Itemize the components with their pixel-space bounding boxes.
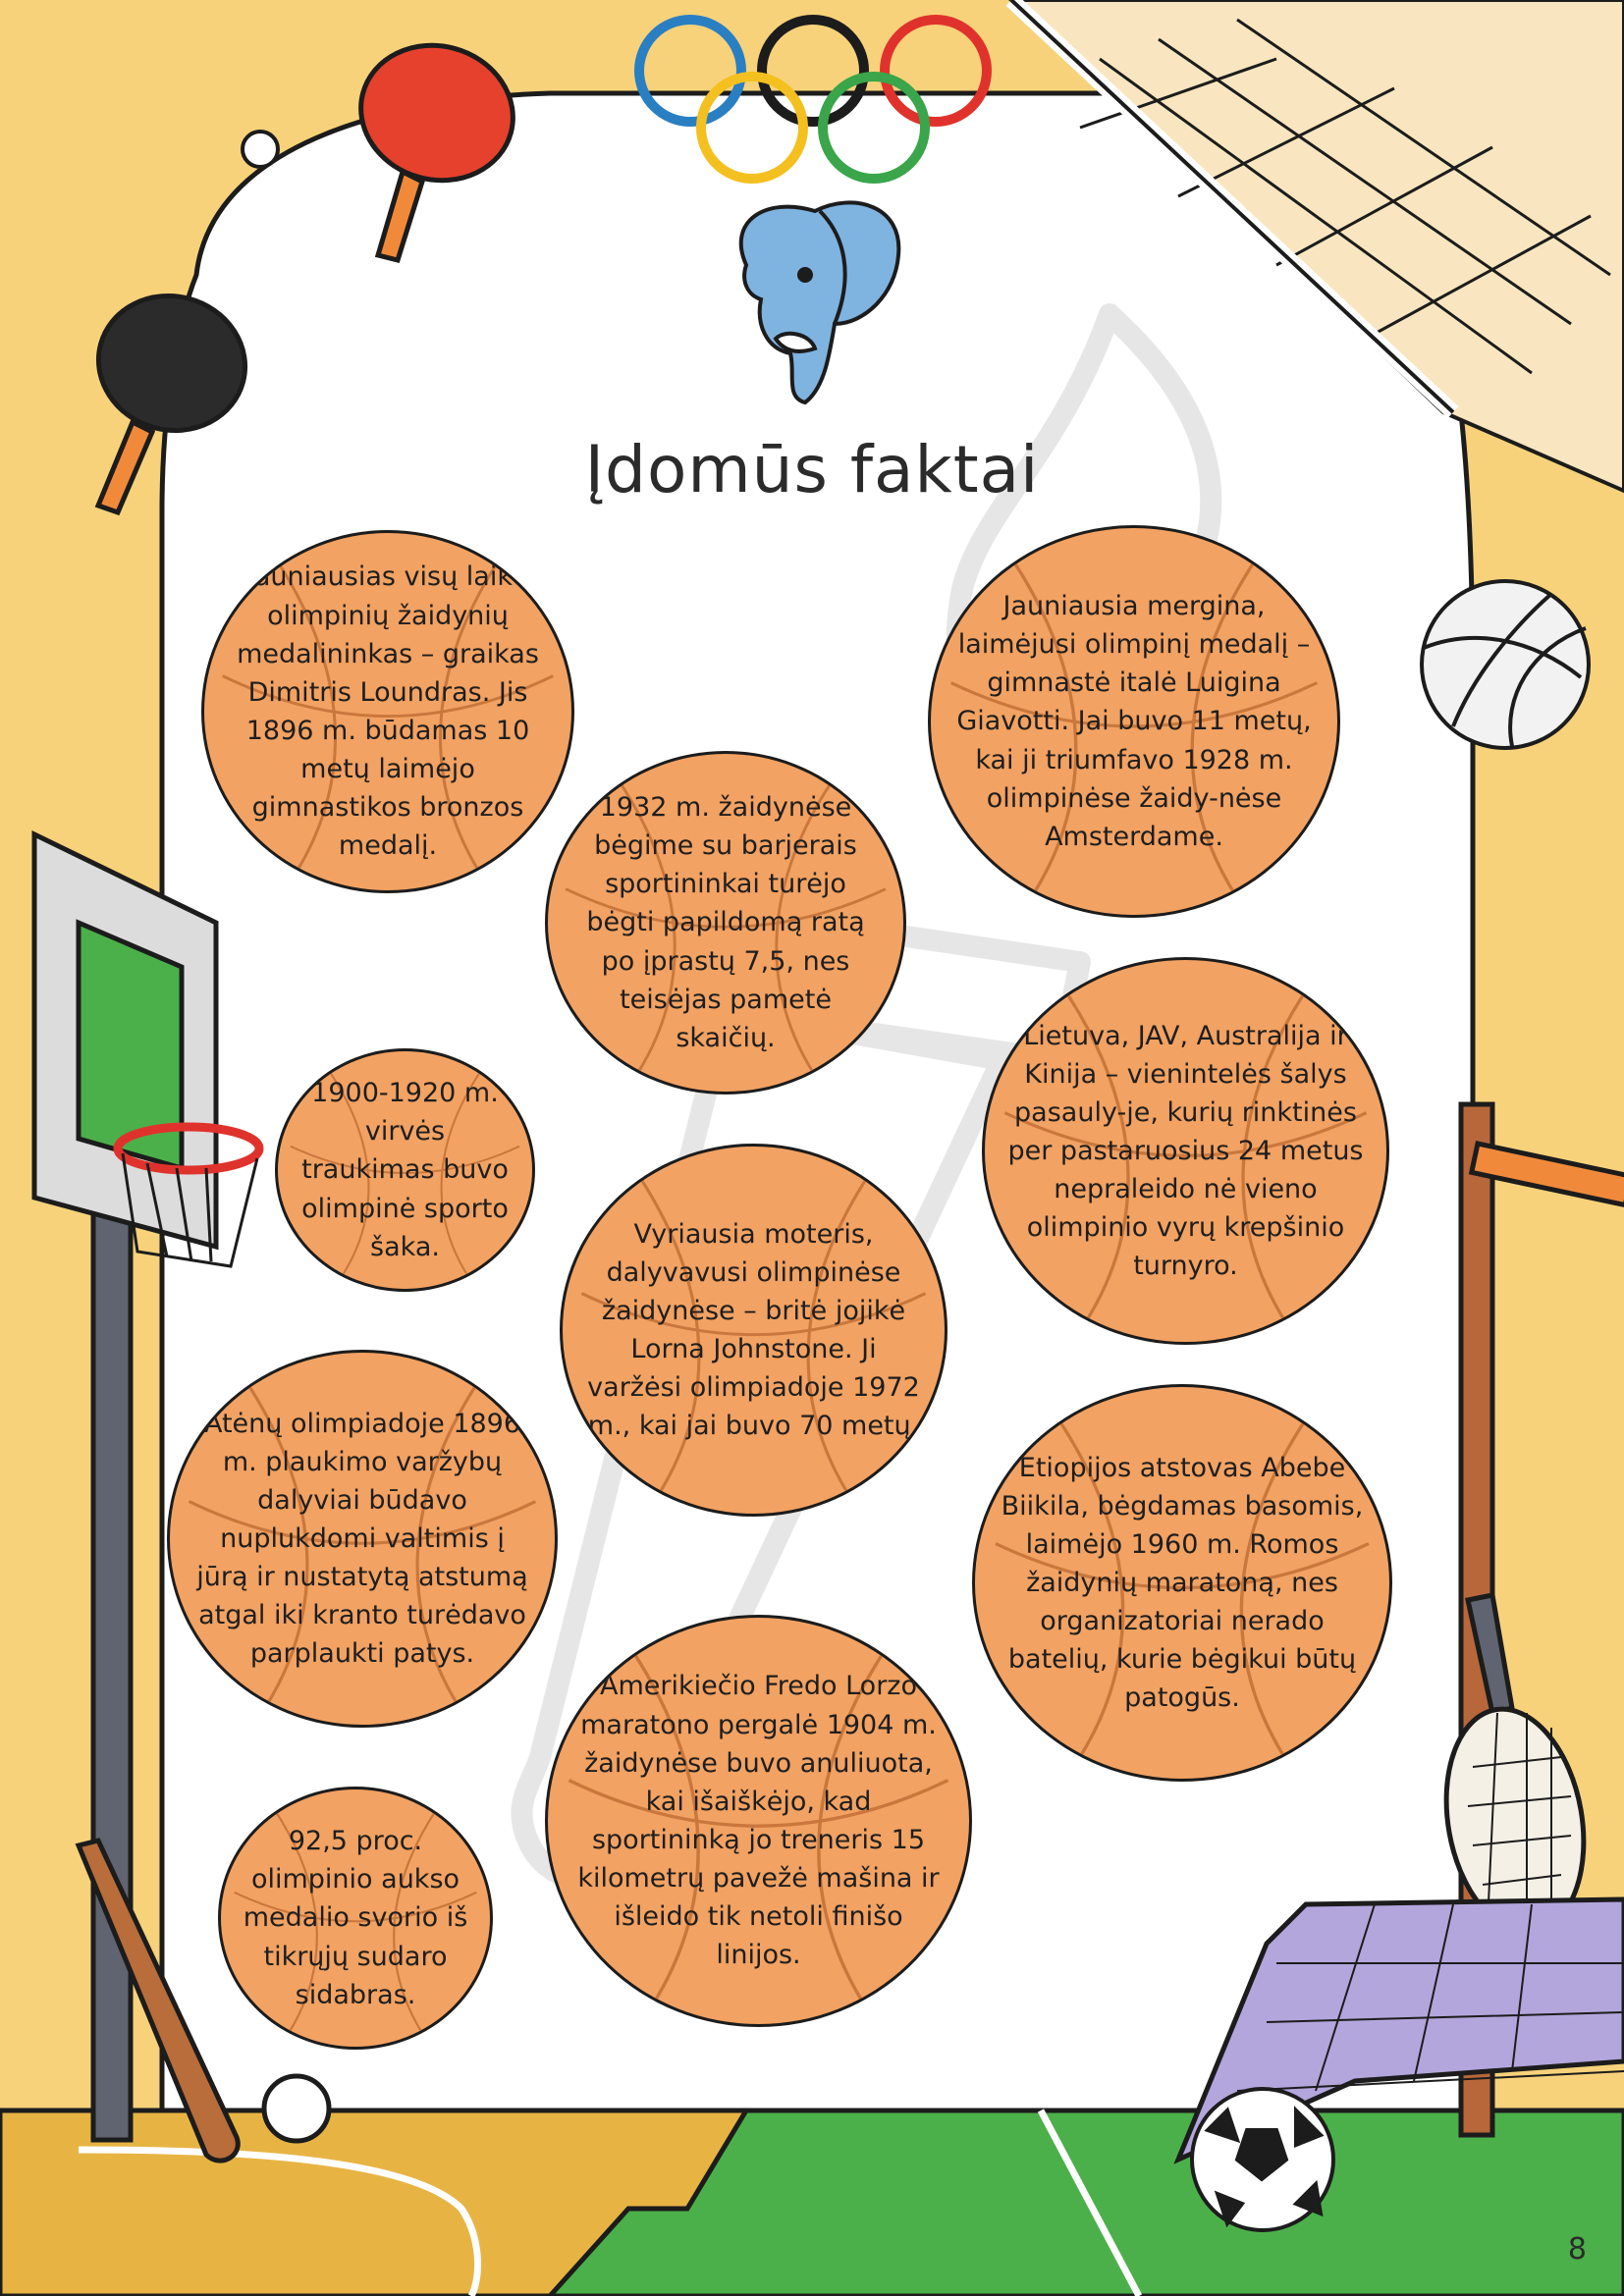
page-title: Įdomūs faktai	[584, 432, 1040, 507]
page-number: 8	[1567, 2232, 1587, 2267]
fact-text: 1932 m. žaidynėse bėgime su barjerais sportininkai turėjo bėgti papildomą ratą po įprastų 7,5, nes teisėjas pametė skaičių.	[586, 792, 865, 1053]
fact-text: Jauniausia mergina, laimėjusi olimpinį medalį – gimnastė italė Luigina Giavotti. Jai buvo 11 metų, kai ji triumfavo 1928 m. olimpinėse žaidy-nėse Amsterdame.	[956, 591, 1312, 852]
fact-text: Vyriausia moteris, dalyvavusi olimpinėse žaidynėse – britė jojikė Lorna Johnstone. Ji varžėsi olimpiadoje 1972 m., kai jai buvo 70 metų.	[587, 1218, 920, 1442]
fact-text: Jauniausias visų laikų olimpinių žaidynių medalininkas – graikas Dimitris Loundras. Jis 1896 m. būdamas 10 metų laimėjo gimnastikos bronzos medalį.	[237, 561, 539, 862]
fact-text: Atėnų olimpiadoje 1896 m. plaukimo varžybų dalyviai būdavo nuplukdomi valtimis į jūrą ir nustatytą atstumą atgal iki kranto turėdavo parplaukti patys.	[196, 1408, 528, 1670]
fact-text: Amerikiečio Fredo Lorzo maratono pergalė 1904 m. žaidynėse buvo anuliuota, kai išaiškėjo, kad sportininką jo treneris 15 kilometrų pavežė mašina ir išleido tik netoli finišo linijos.	[577, 1671, 940, 1971]
fact-text: Etiopijos atstovas Abebe Biikila, bėgdamas basomis, laimėjo 1960 m. Romos žaidynių maratoną, nes organizatoriai nerado batelių, kurie bėgikui būtų patogūs.	[1001, 1452, 1364, 1714]
fact-ball	[201, 530, 574, 893]
fact-ball	[560, 1144, 947, 1517]
fact-ball	[545, 751, 906, 1095]
fact-ball	[218, 1787, 493, 2050]
soccer-ball-icon	[1192, 2089, 1333, 2230]
fact-ball	[545, 1615, 972, 2027]
fact-ball	[982, 957, 1389, 1345]
fact-ball	[167, 1350, 558, 1728]
volleyball-icon	[1422, 581, 1589, 748]
fact-ball	[928, 525, 1340, 918]
fact-text: 92,5 proc. olimpinio aukso medalio svorio iš tikrųjų sudaro sidabras.	[243, 1826, 468, 2010]
fact-text: 1900-1920 m. virvės traukimas buvo olimpinė sporto šaka.	[301, 1078, 509, 1262]
fact-ball	[275, 1048, 535, 1292]
fact-ball	[972, 1384, 1392, 1782]
fact-text: Lietuva, JAV, Australija ir Kinija – vienintelės šalys pasauly-je, kurių rinktinės per pastaruosius 24 metus nepraleido nė vieno olimpinio vyrų krepšinio turnyro.	[1007, 1020, 1364, 1282]
